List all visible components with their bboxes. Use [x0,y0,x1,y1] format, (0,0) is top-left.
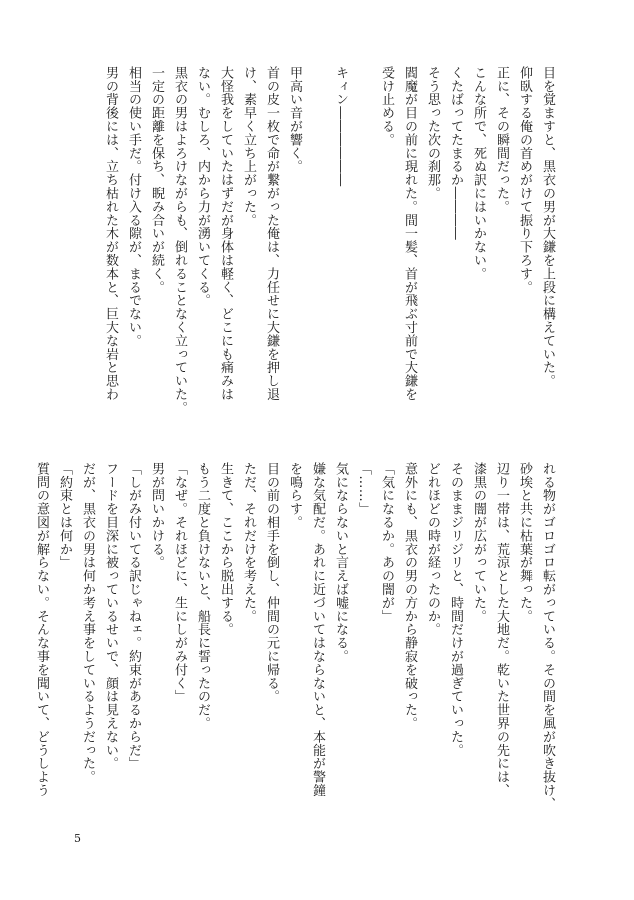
text-line: 生きて、ここから脱出する。 [218,462,233,637]
text-line: そう思った次の刹那。 [425,66,440,200]
text-line: 男が問いかける。 [149,462,164,570]
text-line: ただ、それだけを考えた。 [241,462,256,623]
text-line: だが、黒衣の男は何か考え事をしているようだった。 [80,462,95,784]
text-line: 閻魔が目の前に現れた。間一髪、首が飛ぶ寸前で大鎌を [402,66,417,401]
text-line: 目を覚ますと、黒衣の男が大鎌を上段に構えていた。 [540,66,555,388]
text-line: 一定の距離を保ち、睨み合いが続く。 [149,66,164,294]
text-line: こんな所で、死ぬ訳にはいかない。 [471,66,486,281]
blank-line [306,66,329,416]
text-line: 男の背後には、立ち枯れた木が数本と、巨大な岩と思わ [103,66,118,401]
text-line: 正に、その瞬間だった。 [494,66,509,214]
text-line: 「気になるか。あの闇が」 [379,462,394,623]
text-line: もう二度と負けないと、船長に誓ったのだ。 [195,462,210,730]
text-line: 気にならないと言えば嘘になる。 [333,462,348,663]
text-line: 甲高い音が響く。 [287,66,302,174]
text-line: ない。むしろ、内から力が湧いてくる。 [195,66,210,308]
text-line: そのままジリジリと、時間だけが過ぎていった。 [448,462,463,757]
text-line: 大怪我をしていたはずだが身体は軽く、どこにも痛みは [218,66,233,401]
text-line: 首の皮一枚で命が繋がった俺は、力任せに大鎌を押し退 [264,66,279,401]
text-line: 質問の意図が解らない。そんな事を聞いて、どうしよう [34,462,49,797]
text-line: 「……」 [356,462,371,516]
text-line: 辺り一帯は、荒涼とした大地だ。乾いた世界の先には、 [494,462,509,797]
text-line: キィン―――――― [333,66,348,187]
lower-text-block [30,462,559,812]
text-line: け、素早く立ち上がった。 [241,66,256,227]
text-line: 黒衣の男はよろけながらも、倒れることなく立っていた。 [172,66,187,415]
text-line: を鳴らす。 [287,462,302,529]
text-line: どれほどの時が経ったのか。 [425,462,440,637]
page-number: 5 [74,832,81,845]
text-line: 意外にも、黒衣の男の方から静寂を破った。 [402,462,417,730]
text-line: れる物がゴロゴロ転がっている。その間を風が吹き抜け、 [540,462,555,811]
text-line: 砂埃と共に枯葉が舞った。 [517,462,532,623]
text-line: 「なぜ。それほどに、生にしがみ付く」 [172,462,187,704]
text-line: 相当の使い手だ。付け入る隙が、まるでない。 [126,66,141,348]
text-line: くたばってたまるか―――― [448,66,463,241]
text-line: 仰臥する俺の首めがけて振り下ろす。 [517,66,532,294]
upper-text-block [99,66,559,416]
text-line: 受け止める。 [379,66,394,147]
text-line: 「しがみ付いてる訳じゃねェ。約束があるからだ」 [126,462,141,771]
text-line: 「約束とは何か」 [57,462,72,570]
text-line: フードを目深に被っているせいで、顔は見えない。 [103,462,118,771]
text-line: 目の前の相手を倒し、仲間の元に帰る。 [264,462,279,704]
text-line: 漆黒の闇が広がっていた。 [471,462,486,623]
text-line: 嫌な気配だ。あれに近づいてはならないと、本能が警鐘 [310,462,325,797]
blank-line [352,66,375,416]
